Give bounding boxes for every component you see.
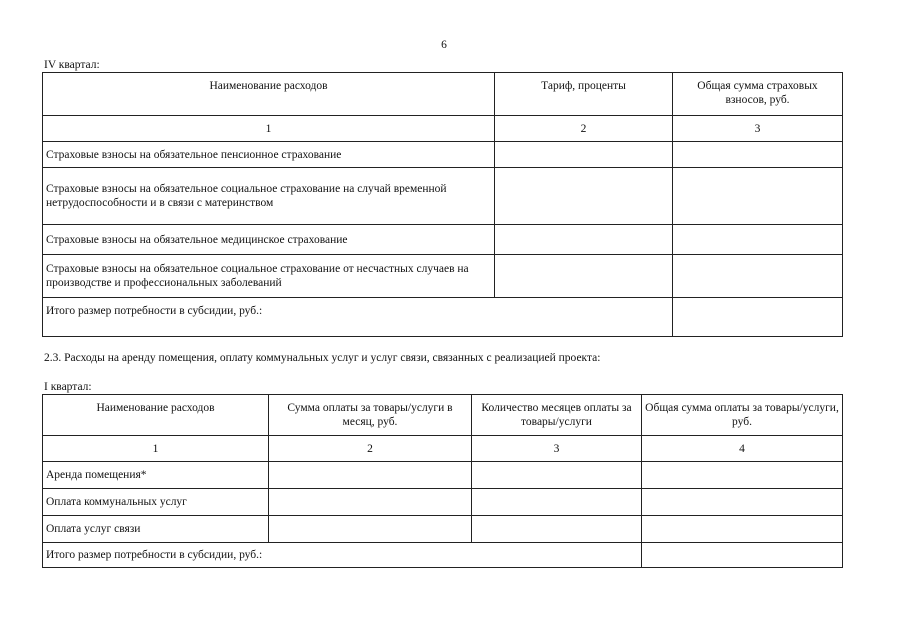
monthly-amount-cell[interactable] [269, 489, 472, 516]
total-amount-cell[interactable] [642, 489, 843, 516]
column-number: 2 [495, 116, 673, 142]
table-row [43, 255, 843, 298]
table-row [43, 142, 843, 168]
quarter1-label: I квартал: [44, 381, 92, 393]
amount-cell[interactable] [673, 225, 843, 255]
table-row [43, 225, 843, 255]
expense-name-cell: Оплата услуг связи [43, 516, 269, 543]
header-cell: Общая сумма оплаты за товары/услуги, руб. [642, 395, 843, 436]
total-label: Итого размер потребности в субсидии, руб.: [43, 298, 673, 337]
months-count-cell[interactable] [472, 462, 642, 489]
column-number: 4 [642, 436, 843, 462]
column-number: 3 [673, 116, 843, 142]
column-number-row [43, 116, 843, 142]
header-cell: Сумма оплаты за товары/услуги в месяц, руб. [269, 395, 472, 436]
table-header-row [43, 73, 843, 116]
total-amount-cell[interactable] [642, 543, 843, 568]
total-row [43, 298, 843, 337]
total-label: Итого размер потребности в субсидии, руб.: [43, 543, 642, 568]
total-amount-cell[interactable] [642, 462, 843, 489]
quarter4-label: IV квартал: [44, 59, 100, 71]
expense-name-cell: Аренда помещения* [43, 462, 269, 489]
quarter1-table [42, 394, 843, 568]
amount-cell[interactable] [673, 255, 843, 298]
months-count-cell[interactable] [472, 516, 642, 543]
header-cell: Наименование расходов [43, 395, 269, 436]
total-amount-cell[interactable] [642, 516, 843, 543]
column-number: 1 [43, 116, 495, 142]
tariff-cell[interactable] [495, 255, 673, 298]
table-row [43, 516, 843, 543]
expense-name-cell: Страховые взносы на обязательное социальное страхование на случай временной нетрудоспособности и в связи с материнством [43, 168, 495, 225]
expense-name-cell: Оплата коммунальных услуг [43, 489, 269, 516]
total-amount-cell[interactable] [673, 298, 843, 337]
header-cell: Количество месяцев оплаты за товары/услуги [472, 395, 642, 436]
expense-name-cell: Страховые взносы на обязательное социальное страхование от несчастных случаев на производстве и профессиональных заболеваний [43, 255, 495, 298]
column-number: 2 [269, 436, 472, 462]
amount-cell[interactable] [673, 142, 843, 168]
table-header-row [43, 395, 843, 436]
header-cell: Общая сумма страховых взносов, руб. [673, 73, 843, 116]
monthly-amount-cell[interactable] [269, 462, 472, 489]
total-row [43, 543, 843, 568]
page-number: 6 [441, 39, 447, 51]
column-number: 1 [43, 436, 269, 462]
header-cell: Тариф, проценты [495, 73, 673, 116]
tariff-cell[interactable] [495, 225, 673, 255]
tariff-cell[interactable] [495, 142, 673, 168]
tariff-cell[interactable] [495, 168, 673, 225]
quarter4-table [42, 72, 843, 337]
header-cell: Наименование расходов [43, 73, 495, 116]
monthly-amount-cell[interactable] [269, 516, 472, 543]
column-number: 3 [472, 436, 642, 462]
table-row [43, 489, 843, 516]
months-count-cell[interactable] [472, 489, 642, 516]
amount-cell[interactable] [673, 168, 843, 225]
column-number-row [43, 436, 843, 462]
table-row [43, 168, 843, 225]
expense-name-cell: Страховые взносы на обязательное пенсионное страхование [43, 142, 495, 168]
table-row [43, 462, 843, 489]
expense-name-cell: Страховые взносы на обязательное медицинское страхование [43, 225, 495, 255]
section-2-3-heading: 2.3. Расходы на аренду помещения, оплату коммунальных услуг и услуг связи, связанных с реализацией проекта: [44, 352, 601, 364]
